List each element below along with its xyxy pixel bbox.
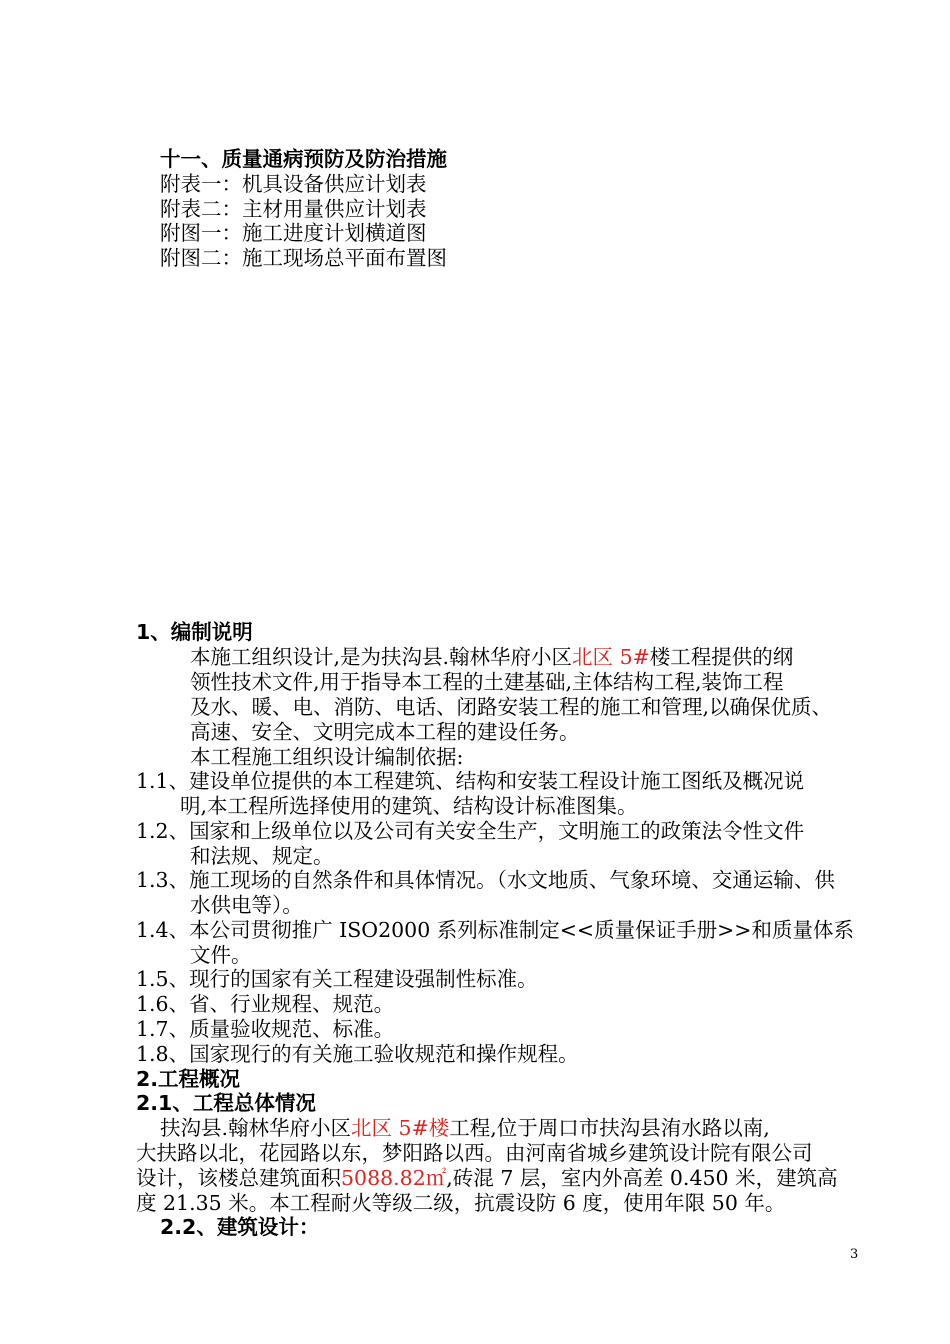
- basis-item-2-line-1: 1.2、国家和上级单位以及公司有关安全生产，文明施工的政策法令性文件: [136, 819, 805, 843]
- toc-appendix-2: 附表二：主材用量供应计划表: [160, 197, 427, 221]
- sec2-paragraph-line-4: 度 21.35 米。本工程耐火等级二级，抗震设防 6 度，使用年限 50 年。: [136, 1191, 786, 1215]
- basis-item-7: 1.7、质量验收规范、标准。: [136, 1017, 395, 1041]
- toc-item-11: 十一、质量通病预防及防治措施: [160, 147, 447, 171]
- highlight-text: 北区 5#: [572, 645, 650, 669]
- section-2-1-heading: 2.1、工程总体情况: [136, 1091, 316, 1115]
- text-span: ,砖混 7 层，室内外高差 0.450 米，建筑高: [446, 1166, 838, 1190]
- text-span: 本施工组织设计,是为扶沟县.翰林华府小区: [190, 645, 573, 669]
- highlight-text: 北区 5#楼: [351, 1116, 450, 1140]
- text-span: 楼工程提供的纲: [649, 645, 794, 669]
- page-number: 3: [850, 1247, 859, 1262]
- basis-item-3-line-1: 1.3、施工现场的自然条件和具体情况。（水文地质、气象环境、交通运输、供: [136, 868, 835, 892]
- text-span: 设计，该楼总建筑面积: [136, 1166, 341, 1190]
- basis-item-2-line-2: 和法规、规定。: [190, 844, 334, 868]
- toc-figure-1: 附图一：施工进度计划横道图: [160, 221, 427, 245]
- basis-item-5: 1.5、现行的国家有关工程建设强制性标准。: [136, 967, 538, 991]
- basis-item-4-line-1: 1.4、本公司贯彻推广 ISO2000 系列标准制定<<质量保证手册>>和质量体系: [136, 918, 854, 942]
- sec1-paragraph-line-2: 领性技术文件,用于指导本工程的土建基础,主体结构工程,装饰工程: [190, 670, 784, 694]
- basis-item-4-line-2: 文件。: [190, 943, 252, 967]
- sec2-paragraph-line-3: [136, 1165, 838, 1191]
- text-span: 工程,位于周口市扶沟县洧水路以南,: [449, 1116, 770, 1140]
- sec1-paragraph-line-4: 高速、安全、文明完成本工程的建设任务。: [190, 720, 580, 744]
- basis-item-8: 1.8、国家现行的有关施工验收规范和操作规程。: [136, 1042, 579, 1066]
- sec1-paragraph-line-3: 及水、暖、电、消防、电话、闭路安装工程的施工和管理,以确保优质、: [190, 695, 833, 719]
- basis-item-1-line-1: 1.1、建设单位提供的本工程建筑、结构和安装工程设计施工图纸及概况说: [136, 769, 805, 793]
- highlight-text: 5088.82㎡: [341, 1166, 447, 1190]
- toc-appendix-1: 附表一：机具设备供应计划表: [160, 172, 427, 196]
- basis-intro: 本工程施工组织设计编制依据:: [190, 745, 464, 769]
- toc-figure-2: 附图二：施工现场总平面布置图: [160, 246, 447, 270]
- basis-item-6: 1.6、省、行业规程、规范。: [136, 992, 395, 1016]
- section-2-heading: 2.工程概况: [136, 1067, 241, 1091]
- sec2-paragraph-line-1: [160, 1115, 770, 1141]
- text-span: 扶沟县.翰林华府小区: [160, 1116, 352, 1140]
- basis-item-1-line-2: 明,本工程所选择使用的建筑、结构设计标准图集。: [180, 794, 638, 818]
- basis-item-3-line-2: 水供电等）。: [190, 893, 303, 917]
- sec2-paragraph-line-2: 大扶路以北，花园路以东，梦阳路以西。由河南省城乡建筑设计院有限公司: [136, 1141, 813, 1165]
- section-2-2-heading: 2.2、建筑设计：: [160, 1215, 320, 1239]
- sec1-paragraph-line-1: [190, 644, 793, 670]
- section-1-heading: 1、编制说明: [136, 620, 253, 644]
